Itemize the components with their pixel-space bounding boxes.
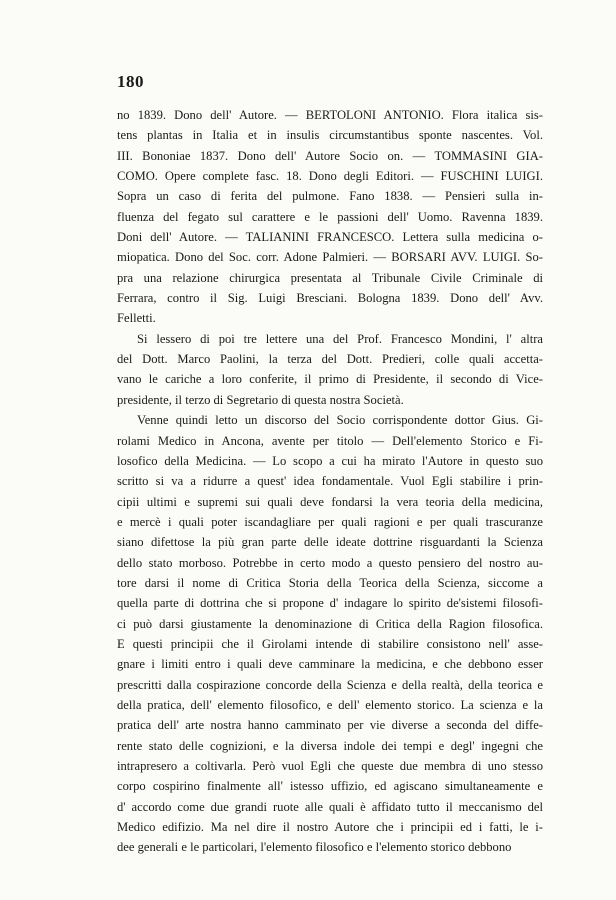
text-line: Venne quindi letto un discorso del Socio corrispondente dottor Gius. Gi- <box>137 413 543 428</box>
text-line: dee generali e le particolari, l'elemento filosofico e l'elemento storico debbono <box>117 840 512 855</box>
text-line: rente stato delle cognizioni, e la diversa indole dei tempi e degl' ingegni che <box>117 738 543 753</box>
text-line: pratica dell' arte nostra hanno camminato per vie diverse a seconda del diffe- <box>117 718 543 733</box>
body-text <box>117 105 543 858</box>
text-line: della pratica, dell' elemento filosofico, e dell' elemento storico. La scienza e la <box>117 697 543 712</box>
text-line: miopatica. Dono del Soc. corr. Adone Palmieri. — BORSARI AVV. LUIGI. So- <box>117 250 543 265</box>
text-line: Doni dell' Autore. — TALIANINI FRANCESCO. Lettera sulla medicina o- <box>117 230 543 245</box>
text-line: no 1839. Dono dell' Autore. — BERTOLONI ANTONIO. Flora italica sis- <box>117 108 543 122</box>
text-line: vano le cariche a loro conferite, il primo di Presidente, il secondo di Vice- <box>117 372 543 387</box>
text-line: intrapresero a coltivarla. Però vuol Egli che queste due membra di uno stesso <box>117 759 543 773</box>
text-line: dello stato morboso. Potrebbe in certo modo a questo pensiero del nostro au- <box>117 555 543 570</box>
text-line: E questi principii che il Girolami intende di stabilire consistono nell' asse- <box>117 636 543 651</box>
text-line: tore darsi il nome di Critica Storia della Teorica della Scienza, siccome a <box>117 575 543 590</box>
text-line: ci può darsi giustamente la denominazione di Critica della Ragion filosofica. <box>117 616 543 631</box>
text-line: siano difettose la più gran parte delle ideate dottrine risguardanti la Scienza <box>117 535 543 550</box>
text-line: Felletti. <box>117 311 156 326</box>
text-line: losofico della Medicina. — Lo scopo a cui ha mirato l'Autore in questo suo <box>117 453 543 468</box>
text-line: Ferrara, contro il Sig. Luigi Bresciani. Bologna 1839. Dono dell' Avv. <box>117 291 543 306</box>
text-line: gnare i limiti entro i quali deve camminare la medicina, e che debbono esser <box>117 657 543 672</box>
text-line: tens plantas in Italia et in insulis circumstantibus sponte nascentes. Vol. <box>117 128 543 143</box>
text-line: d' accordo come due grandi ruote alle quali è affidato tutto il meccanismo del <box>117 799 543 814</box>
text-line: COMO. Opere complete fasc. 18. Dono degli Editori. — FUSCHINI LUIGI. <box>117 169 543 184</box>
paragraph <box>117 329 543 410</box>
text-line: pra una relazione chirurgica presentata al Tribunale Civile Criminale di <box>117 270 543 285</box>
text-line: quella parte di dottrina che si propone d' indagare lo spirito de'sistemi filosofi- <box>117 596 543 611</box>
text-line: rolami Medico in Ancona, avente per titolo — Dell'elemento Storico e Fi- <box>117 433 543 448</box>
text-line: corpo cospirino finalmente all' istesso uffizio, ed agiscano simultaneamente e <box>117 779 543 794</box>
text-line: presidente, il terzo di Segretario di questa nostra Società. <box>117 392 404 407</box>
text-line: Si lessero di poi tre lettere una del Prof. Francesco Mondini, l' altra <box>137 331 543 346</box>
text-line: e mercè i quali poter iscandagliare per quali ragioni e per quali trascuranze <box>117 514 543 529</box>
text-line: fluenza del fegato sul carattere e le passioni dell' Uomo. Ravenna 1839. <box>117 209 543 224</box>
text-line: del Dott. Marco Paolini, la terza del Dott. Predieri, colle quali accetta- <box>117 352 543 367</box>
paragraph <box>117 410 543 858</box>
page-number: 180 <box>117 72 144 91</box>
text-line: III. Bononiae 1837. Dono dell' Autore Socio on. — TOMMASINI GIA- <box>117 148 543 163</box>
text-line: Sopra un caso di ferita del pulmone. Fano 1838. — Pensieri sulla in- <box>117 189 543 204</box>
text-line: scritto si va a ridurre a quest' idea fondamentale. Vuol Egli stabilire i prin- <box>117 474 543 489</box>
text-line: prescritti dalla cospirazione concorde della Scienza e della realtà, della teorica e <box>117 677 543 692</box>
text-line: cipii ultimi e supremi sui quali deve fondarsi la vera teoria della medicina, <box>117 494 543 509</box>
text-line: Medico edifizio. Ma nel dire il nostro Autore che i principii ed i fatti, le i- <box>117 820 543 835</box>
paragraph <box>117 105 543 329</box>
